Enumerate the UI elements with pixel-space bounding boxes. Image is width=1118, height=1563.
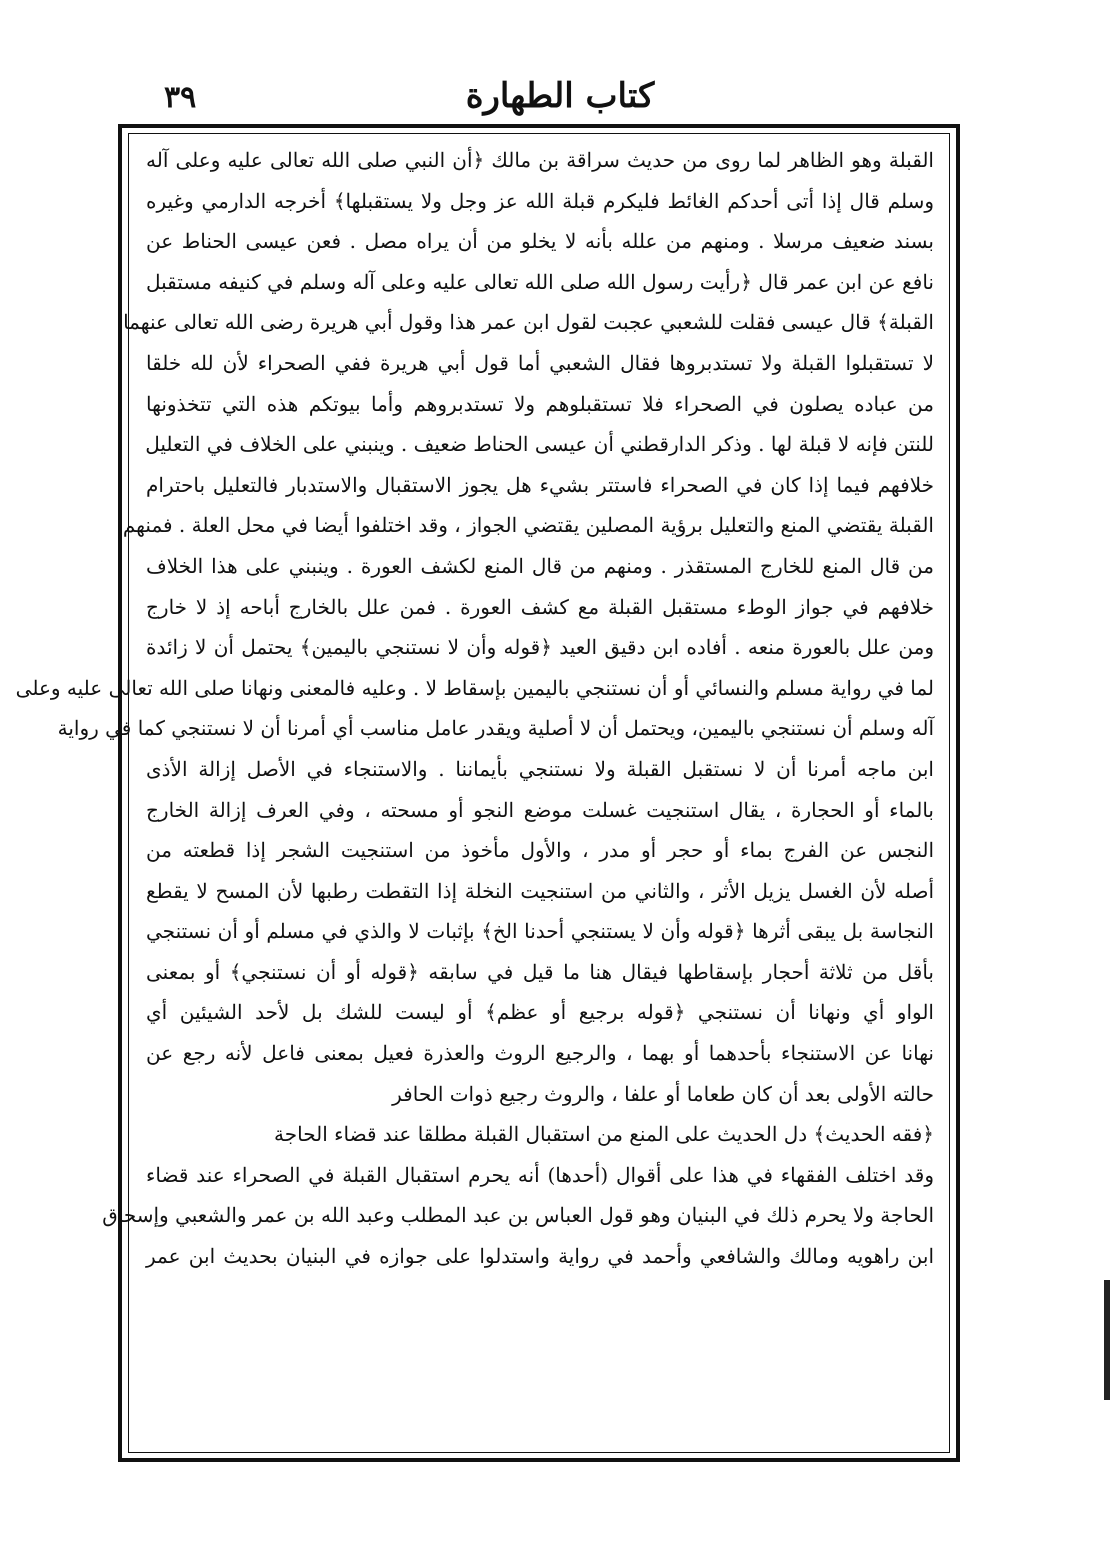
page-header — [120, 76, 1000, 124]
text-line: النجس عن الفرج بماء أو حجر أو مدر ، والأول مأخوذ من استنجيت الشجر إذا قطعته من — [146, 838, 934, 863]
text-line: ابن راهويه ومالك والشافعي وأحمد في رواية واستدلوا على جوازه في البنيان بحديث ابن عمر — [146, 1244, 934, 1269]
body-text — [15, 140, 934, 1440]
text-line: بأقل من ثلاثة أحجار بإسقاطها فيقال هنا ما قيل في سابقه ﴿قوله أو أن نستنجي﴾ أو بمعنى — [146, 959, 934, 984]
text-line: النجاسة بل يبقى أثرها ﴿قوله وأن لا يستنجي أحدنا الخ﴾ بإثبات لا والذي في مسلم أو أن نستنجي — [146, 919, 934, 944]
text-line: خلافهم في جواز الوطء مستقبل القبلة مع كشف العورة . فمن علل بالخارج أباحه إذ لا خارج — [146, 594, 934, 619]
text-line: الواو أي ونهانا أن نستنجي ﴿قوله برجيع أو عظم﴾ أو ليست للشك بل لأحد الشيئين أي — [146, 1000, 934, 1025]
text-line: ابن ماجه أمرنا أن لا نستقبل القبلة ولا نستنجي بأيماننا . والاستنجاء في الأصل إزالة الأذى — [146, 756, 934, 781]
text-line: نهانا عن الاستنجاء بأحدهما أو بهما ، والرجيع الروث والعذرة فعيل بمعنى فاعل لأنه رجع عن — [146, 1041, 934, 1066]
text-line: ومن علل بالعورة منعه . أفاده ابن دقيق العيد ﴿قوله وأن لا نستنجي باليمين﴾ يحتمل أن لا زائدة — [146, 635, 934, 660]
text-line: بالماء أو الحجارة ، يقال استنجيت غسلت موضع النجو أو مسحته ، وفي العرف إزالة الخارج — [146, 797, 934, 822]
text-line: القبلة يقتضي المنع والتعليل برؤية المصلين يقتضي الجواز ، وقد اختلفوا أيضا في محل العلة . فمنهم — [122, 513, 934, 538]
page-number: ٣٩ — [164, 80, 197, 115]
section-heading-line: ﴿فقه الحديث﴾ دل الحديث على المنع من استقبال القبلة مطلقا عند قضاء الحاجة — [274, 1122, 934, 1147]
scan-edge-mark — [1104, 1280, 1110, 1400]
text-line: القبلة وهو الظاهر لما روى من حديث سراقة بن مالك ﴿أن النبي صلى الله تعالى عليه وعلى آله — [146, 148, 934, 172]
running-title: كتاب الطهارة — [465, 76, 655, 116]
text-line: لما في رواية مسلم والنسائي أو أن نستنجي باليمين بإسقاط لا . وعليه فالمعنى ونهانا صلى الله تعالى عليه وعلى — [15, 675, 934, 700]
text-line: خلافهم فيما إذا كان في الصحراء فاستتر بشيء هل يجوز الاستقبال والاستدبار فالتعليل باحترام — [146, 472, 934, 497]
text-line: أصله لأن الغسل يزيل الأثر ، والثاني من استنجيت النخلة إذا التقطت رطبها لأن المسح لا يقطع — [146, 878, 934, 903]
text-line: آله وسلم أن نستنجي باليمين، ويحتمل أن لا أصلية ويقدر عامل مناسب أي أمرنا أن لا نستنجي كما في رواية — [57, 716, 934, 741]
text-line: القبلة﴾ قال عيسى فقلت للشعبي عجبت لقول ابن عمر هذا وقول أبي هريرة رضى الله تعالى عنهما — [123, 310, 934, 335]
text-line: للنتن فإنه لا قبلة لها . وذكر الدارقطني أن عيسى الحناط ضعيف . وينبني على الخلاف في التعليل — [145, 432, 934, 457]
text-line: لا تستقبلوا القبلة ولا تستدبروها فقال الشعبي أما قول أبي هريرة ففي الصحراء لأن لله خلقا — [146, 350, 934, 375]
text-line: وسلم قال إذا أتى أحدكم الغائط فليكرم قبلة الله عز وجل ولا يستقبلها﴾ أخرجه الدارمي وغيره — [146, 188, 934, 213]
text-line: الحاجة ولا يحرم ذلك في البنيان وهو قول العباس بن عبد المطلب وعبد الله بن عمر والشعبي وإسحاق — [102, 1203, 934, 1228]
text-line: من قال المنع للخارج المستقذر . ومنهم من قال المنع لكشف العورة . وينبني على هذا الخلاف — [146, 553, 934, 578]
text-line: نافع عن ابن عمر قال ﴿رأيت رسول الله صلى الله تعالى عليه وعلى آله وسلم في كنيفه مستقبل — [146, 269, 934, 294]
text-line: من عباده يصلون في الصحراء فلا تستقبلوهم ولا تستدبروهم وأما بيوتكم هذه التي تتخذونها — [146, 391, 934, 416]
text-line: وقد اختلف الفقهاء في هذا على أقوال (أحدها) أنه يحرم استقبال القبلة في الصحراء عند قضاء — [146, 1162, 934, 1187]
text-line: حالته الأولى بعد أن كان طعاما أو علفا ، والروث رجيع ذوات الحافر — [392, 1081, 934, 1106]
text-line: بسند ضعيف مرسلا . ومنهم من علله بأنه لا يخلو من أن يراه مصل . فعن عيسى الحناط عن — [146, 229, 934, 254]
